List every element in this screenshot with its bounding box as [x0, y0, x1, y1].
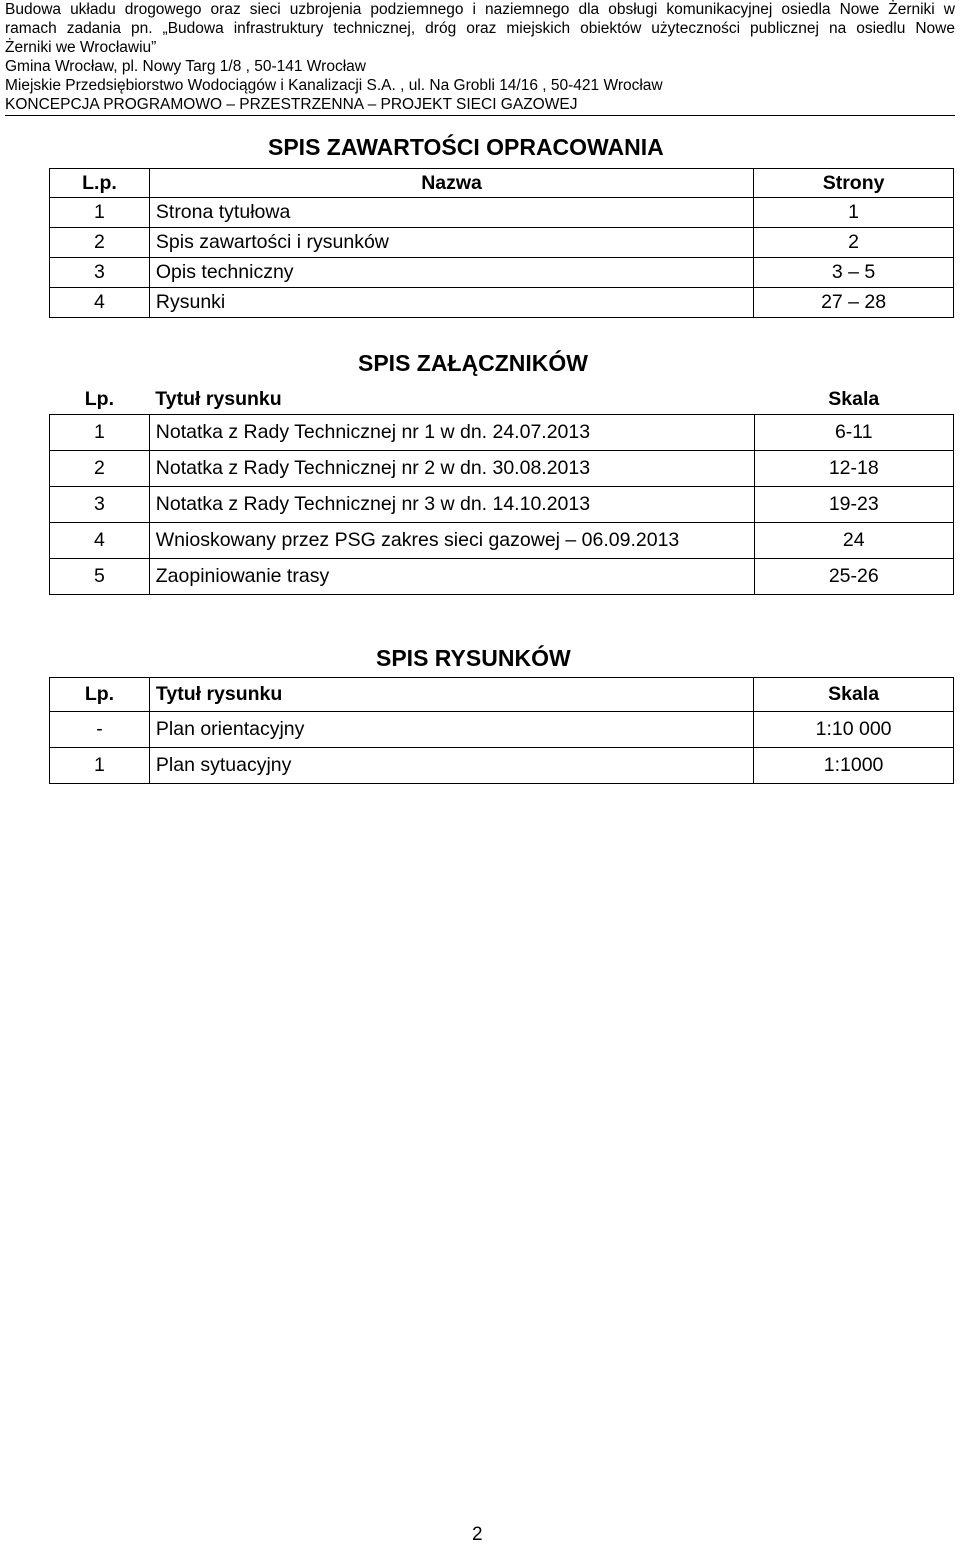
- row-title: Notatka z Rady Technicznej nr 3 w dn. 14.10.2013: [149, 487, 754, 523]
- contents-col-pages: Strony: [754, 169, 954, 198]
- row-lp: 3: [50, 258, 150, 288]
- row-lp: 4: [50, 288, 150, 318]
- attachments-header-row: [50, 384, 954, 415]
- table-row: [50, 415, 954, 451]
- attachments-title: SPIS ZAŁĄCZNIKÓW: [358, 350, 588, 376]
- row-lp: 4: [50, 523, 150, 559]
- row-lp: 5: [50, 559, 150, 595]
- table-row: [50, 198, 954, 228]
- row-name: Spis zawartości i rysunków: [149, 228, 753, 258]
- row-name: Rysunki: [149, 288, 753, 318]
- header-project-line-2: ramach zadania pn. „Budowa infrastruktury technicznej, dróg oraz miejskich obiektów użyteczności publicznej na osiedlu Nowe: [5, 20, 955, 37]
- table-row: [50, 288, 954, 318]
- drawings-col-scale: Skala: [754, 678, 954, 712]
- row-pages: 2: [754, 228, 954, 258]
- row-title: Notatka z Rady Technicznej nr 1 w dn. 24.07.2013: [149, 415, 754, 451]
- row-lp: 3: [50, 487, 150, 523]
- row-name: Opis techniczny: [149, 258, 753, 288]
- row-lp: 2: [50, 228, 150, 258]
- row-title: Zaopiniowanie trasy: [149, 559, 754, 595]
- header-doc-type: KONCEPCJA PROGRAMOWO – PRZESTRZENNA – PROJEKT SIECI GAZOWEJ: [5, 96, 578, 113]
- table-row: [50, 712, 954, 748]
- row-title: Plan orientacyjny: [149, 712, 753, 748]
- row-lp: 1: [50, 415, 150, 451]
- row-pages: 27 – 28: [754, 288, 954, 318]
- drawings-title: SPIS RYSUNKÓW: [376, 645, 571, 671]
- row-lp: 1: [50, 198, 150, 228]
- row-lp: 2: [50, 451, 150, 487]
- header-operator: Miejskie Przedsiębiorstwo Wodociągów i Kanalizacji S.A. , ul. Na Grobli 14/16 , 50-421 Wrocław: [5, 77, 663, 94]
- table-row: [50, 487, 954, 523]
- row-pages: 3 – 5: [754, 258, 954, 288]
- table-row: [50, 258, 954, 288]
- row-scale: 19-23: [754, 487, 954, 523]
- drawings-header-row: [50, 678, 954, 712]
- attachments-col-scale: Skala: [828, 387, 880, 410]
- table-row: [50, 228, 954, 258]
- row-title: Notatka z Rady Technicznej nr 2 w dn. 30.08.2013: [149, 451, 754, 487]
- row-title: Wnioskowany przez PSG zakres sieci gazowej – 06.09.2013: [149, 523, 754, 559]
- document-header: [5, 0, 955, 116]
- drawings-col-lp: Lp.: [50, 678, 150, 712]
- row-lp: 1: [50, 748, 150, 784]
- drawings-table: [49, 677, 954, 784]
- row-scale: 24: [754, 523, 954, 559]
- row-name: Strona tytułowa: [149, 198, 753, 228]
- header-project-line-1: Budowa układu drogowego oraz sieci uzbrojenia podziemnego i naziemnego dla obsługi komunikacyjnej osiedla Nowe Żerniki w: [5, 1, 955, 18]
- header-project-line-3: Żerniki we Wrocławiu”: [5, 39, 157, 56]
- table-row: [50, 559, 954, 595]
- row-scale: 12-18: [754, 451, 954, 487]
- row-scale: 6-11: [754, 415, 954, 451]
- table-row: [50, 523, 954, 559]
- row-scale: 25-26: [754, 559, 954, 595]
- row-pages: 1: [754, 198, 954, 228]
- contents-col-name: Nazwa: [149, 169, 753, 198]
- table-row: [50, 451, 954, 487]
- table-row: [50, 748, 954, 784]
- row-lp: -: [50, 712, 150, 748]
- header-investor: Gmina Wrocław, pl. Nowy Targ 1/8 , 50-141 Wrocław: [5, 58, 366, 75]
- page-number: 2: [472, 1524, 483, 1545]
- contents-table: [49, 168, 954, 318]
- row-title: Plan sytuacyjny: [149, 748, 753, 784]
- row-scale: 1:10 000: [754, 712, 954, 748]
- attachments-col-title: Tytuł rysunku: [155, 387, 282, 410]
- contents-col-lp: L.p.: [50, 169, 150, 198]
- drawings-col-title: Tytuł rysunku: [149, 678, 753, 712]
- attachments-table: [49, 384, 954, 595]
- contents-title: SPIS ZAWARTOŚCI OPRACOWANIA: [268, 134, 664, 160]
- attachments-col-lp: Lp.: [84, 387, 114, 410]
- row-scale: 1:1000: [754, 748, 954, 784]
- contents-header-row: [50, 169, 954, 198]
